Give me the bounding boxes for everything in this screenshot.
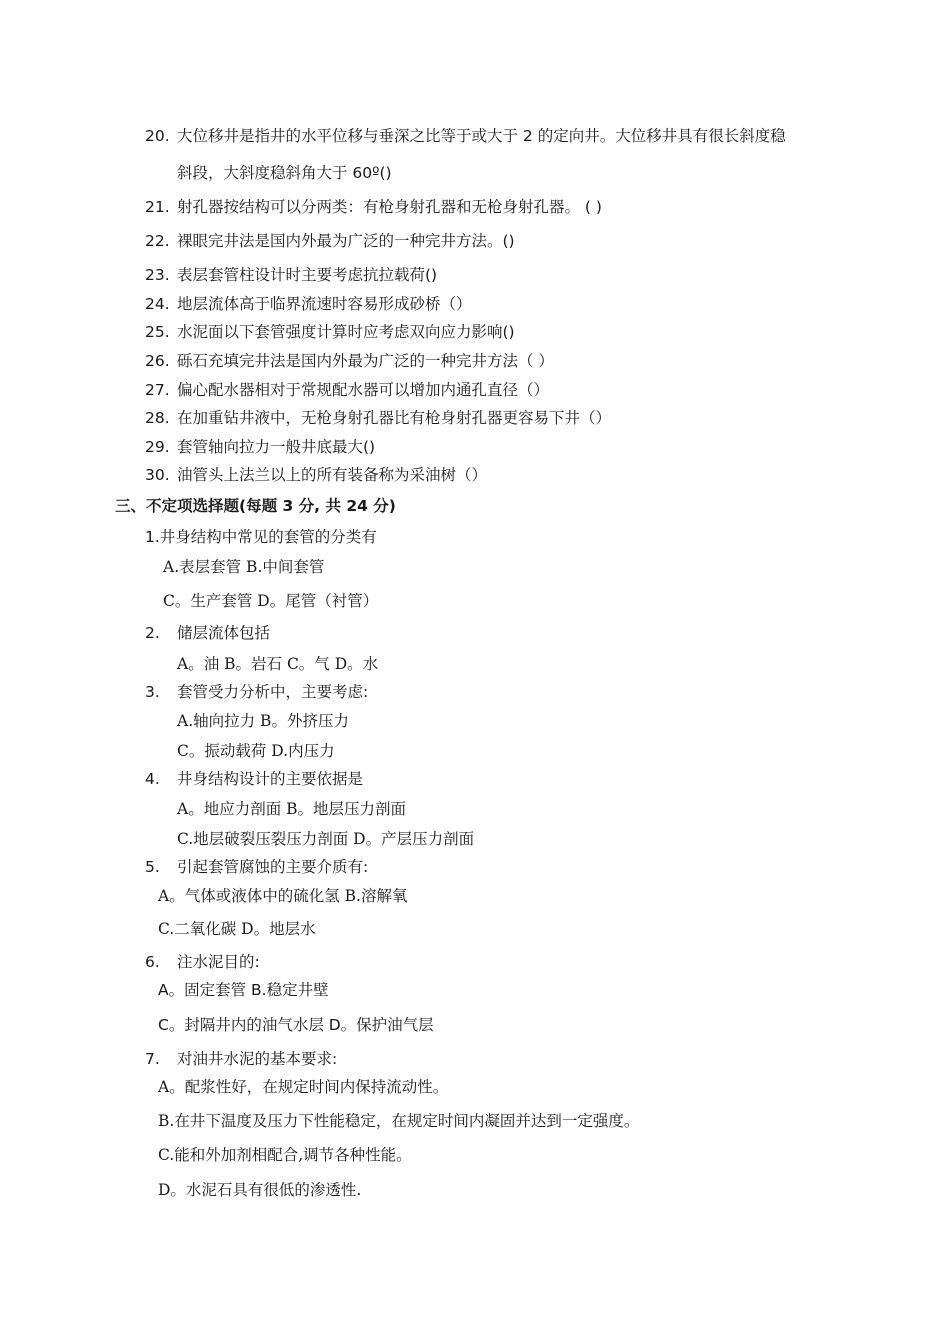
question-text: 大位移井是指井的水平位移与垂深之比等于或大于 2 的定向井。大位移井具有很长斜度稳 (177, 127, 786, 145)
option-line: C。振动载荷 D.内压力 (177, 742, 335, 760)
question-number: 6. (145, 953, 160, 971)
question-text: 对油井水泥的基本要求: (177, 1050, 338, 1068)
question-number: 23. (145, 266, 170, 284)
question-text: 地层流体高于临界流速时容易形成砂桥（） (177, 295, 472, 313)
question-number: 27. (145, 381, 170, 399)
question-text: 裸眼完井法是国内外最为广泛的一种完井方法。() (177, 232, 515, 250)
question-text: 在加重钻井液中，无枪身射孔器比有枪身射孔器更容易下井（） (177, 409, 612, 427)
question-text: 套管受力分析中，主要考虑: (177, 683, 369, 701)
choice-question-3 (145, 682, 368, 702)
question-23 (145, 265, 437, 285)
question-text: 偏心配水器相对于常规配水器可以增加内通孔直径（） (177, 381, 550, 399)
option-line: C.二氧化碳 D。地层水 (158, 920, 316, 938)
question-text: 射孔器按结构可以分两类：有枪身射孔器和无枪身射孔器。 ( ) (177, 198, 602, 216)
question-text: 储层流体包括 (177, 624, 271, 642)
question-number: 7. (145, 1050, 160, 1068)
question-number: 25. (145, 323, 170, 341)
question-number: 5. (145, 858, 160, 876)
option-line: A。配浆性好，在规定时间内保持流动性。 (158, 1078, 449, 1096)
question-text: 表层套管柱设计时主要考虑抗拉载荷() (177, 266, 438, 284)
question-20 (145, 126, 786, 146)
option-line: A。油 B。岩石 C。气 D。水 (177, 655, 379, 673)
question-26 (145, 351, 554, 371)
question-27 (145, 380, 549, 400)
question-30 (145, 465, 487, 485)
question-number: 21. (145, 198, 170, 216)
question-number: 29. (145, 438, 170, 456)
question-text: 水泥面以下套管强度计算时应考虑双向应力影响() (177, 323, 515, 341)
question-29 (145, 437, 375, 457)
question-number: 3. (145, 683, 160, 701)
option-line: A.轴向拉力 B。外挤压力 (177, 712, 349, 730)
question-number: 30. (145, 466, 170, 484)
section-heading: 三、不定项选择题(每题 3 分, 共 24 分) (115, 497, 396, 515)
question-number: 22. (145, 232, 170, 250)
question-24 (145, 294, 472, 314)
question-28 (145, 408, 611, 428)
question-20-continuation: 斜段，大斜度稳斜角大于 60º() (177, 164, 392, 182)
option-line: C.地层破裂压裂压力剖面 D。产层压力剖面 (177, 830, 475, 848)
choice-question-7 (145, 1049, 337, 1069)
choice-question-1: 1.井身结构中常见的套管的分类有 (145, 528, 377, 546)
option-line: A。固定套管 B.稳定井壁 (158, 981, 329, 999)
choice-question-5 (145, 857, 368, 877)
question-number: 4. (145, 770, 160, 788)
question-21 (145, 197, 602, 217)
question-25 (145, 322, 515, 342)
question-text: 砾石充填完井法是国内外最为广泛的一种完井方法（ ） (177, 352, 554, 370)
question-text: 注水泥目的: (177, 953, 260, 971)
question-number: 28. (145, 409, 170, 427)
option-line: C。封隔井内的油气水层 D。保护油气层 (158, 1016, 434, 1034)
option-line: A。地应力剖面 B。地层压力剖面 (177, 800, 407, 818)
choice-question-4 (145, 769, 363, 789)
option-line: A.表层套管 B.中间套管 (163, 558, 325, 576)
question-text: 引起套管腐蚀的主要介质有: (177, 858, 369, 876)
question-number: 20. (145, 127, 170, 145)
question-number: 24. (145, 295, 170, 313)
option-line: B.在井下温度及压力下性能稳定，在规定时间内凝固并达到一定强度。 (158, 1112, 640, 1130)
option-line: A。气体或液体中的硫化氢 B.溶解氧 (158, 887, 408, 905)
choice-question-6 (145, 952, 260, 972)
question-number: 26. (145, 352, 170, 370)
option-line: D。水泥石具有很低的渗透性. (158, 1181, 362, 1199)
option-line: C。生产套管 D。尾管（衬管） (163, 592, 379, 610)
question-text: 套管轴向拉力一般井底最大() (177, 438, 376, 456)
question-22 (145, 231, 515, 251)
option-line: C.能和外加剂相配合,调节各种性能。 (158, 1146, 412, 1164)
question-text: 井身结构设计的主要依据是 (177, 770, 364, 788)
choice-question-2 (145, 623, 270, 643)
question-number: 2. (145, 624, 160, 642)
question-text: 油管头上法兰以上的所有装备称为采油树（） (177, 466, 488, 484)
